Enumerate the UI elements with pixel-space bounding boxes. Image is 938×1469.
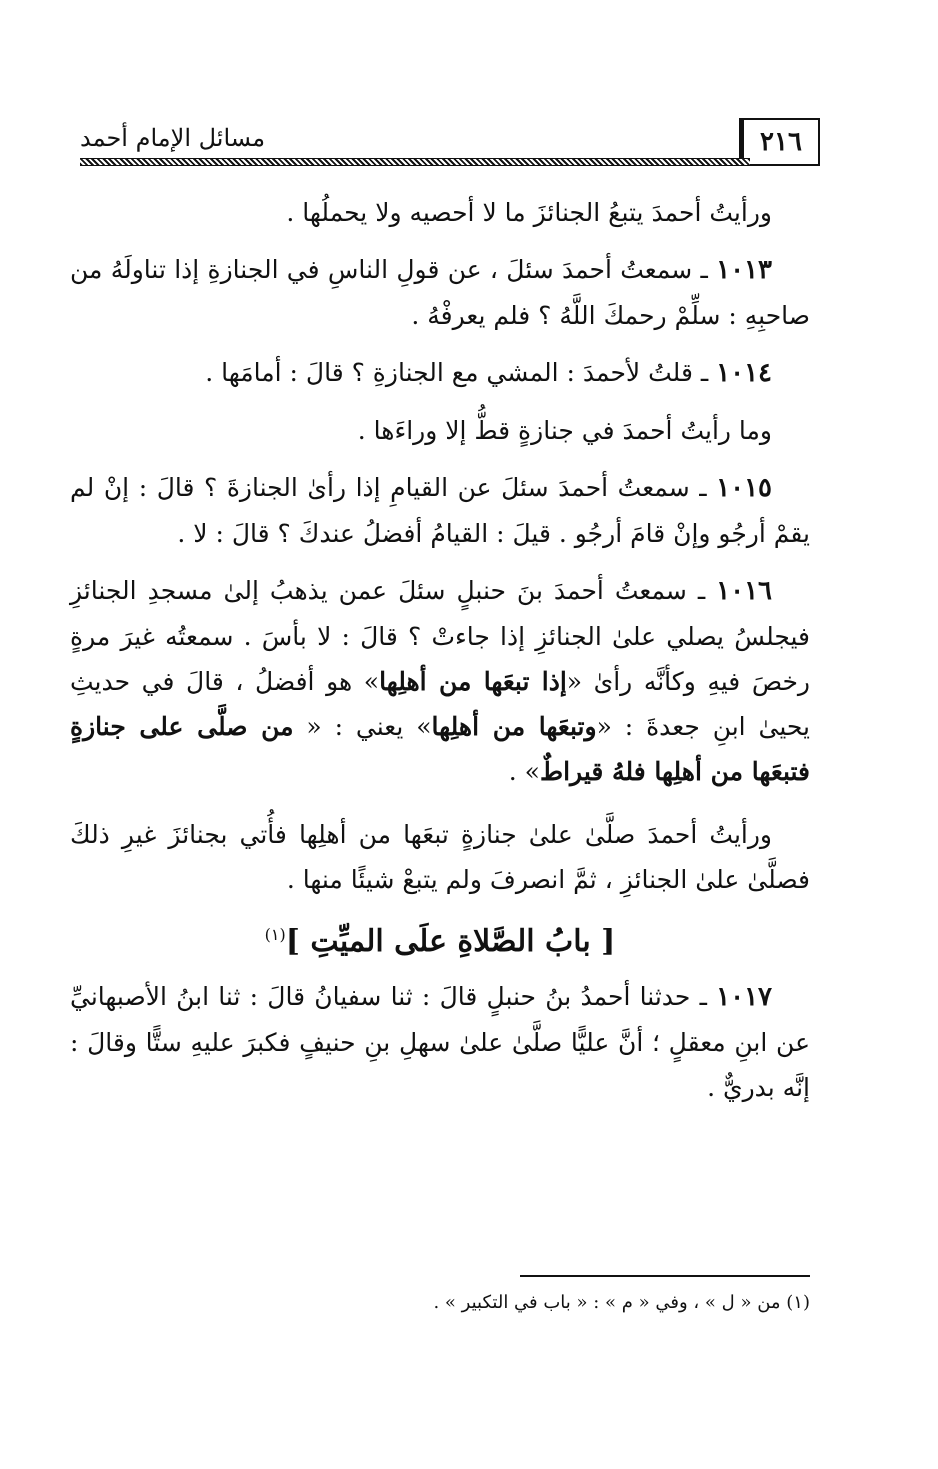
issue-text: ـ سمعتُ أحمدَ سئلَ عن القيامِ إذا رأىٰ الجنازةَ ؟ قالَ : إنْ لم يقمْ أرجُو وإنْ قامَ أرجُو . قيلَ : القيامُ أفضلُ عندكَ ؟ قالَ : لا . xyxy=(70,473,810,548)
header-rule xyxy=(80,158,750,166)
paragraph-1013 xyxy=(70,247,810,338)
issue-text: ـ قلتُ لأحمدَ : المشي مع الجنازةِ ؟ قالَ : أمامَها . xyxy=(205,358,709,387)
issue-text: ـ سمعتُ أحمدَ بنَ حنبلٍ سئلَ عمن يذهبُ إلىٰ مسجدِ الجنائزِ فيجلسُ يصلي علىٰ الجنائزِ إذا جاءتْ ؟ قالَ : لا بأسَ . سمعتُه غيرَ مرةٍ رخصَ فيهِ وكأنَّه رأىٰ « xyxy=(70,576,810,696)
paragraph: ورأيتُ أحمدَ يتبعُ الجنائزَ ما لا أحصيه ولا يحملُها . xyxy=(286,198,772,227)
hadith-quote: وتبعَها من أهلِها xyxy=(431,712,597,741)
main-text xyxy=(70,190,810,1110)
issue-text: ـ سمعتُ أحمدَ سئلَ ، عن قولِ الناسِ في الجنازةِ إذا تناولَهُ من صاحبِهِ : سلِّمْ رحمكَ اللَّهُ ؟ فلم يعرفْهُ . xyxy=(70,255,810,330)
issue-number: ١٠١٤ xyxy=(716,358,772,388)
issue-number: ١٠١٣ xyxy=(716,255,772,285)
footnote: (١) من « ل » ، وفي « م » : « باب في التكبير » . xyxy=(433,1292,810,1313)
issue-text: » . xyxy=(508,757,540,786)
chapter-title: [ بابُ الصَّلاةِ علَى الميِّتِ ] xyxy=(285,924,616,959)
issue-text: » هو أفضلُ ، قالَ في حديثِ يحيىٰ ابنِ جعدةَ : « xyxy=(70,667,810,741)
issue-number: ١٠١٧ xyxy=(716,982,772,1012)
paragraph-1016 xyxy=(70,568,810,794)
hadith-quote: من صلَّى على جنازةٍ فتبعَها من أهلِها فلهُ قيراطٌ xyxy=(70,712,810,786)
issue-number: ١٠١٥ xyxy=(716,473,772,503)
footnote-rule xyxy=(520,1275,810,1277)
hadith-quote: إذا تبعَها من أهلِها xyxy=(379,667,567,696)
issue-text: ـ حدثنا أحمدُ بنُ حنبلٍ قالَ : ثنا سفيانُ قالَ : ثنا ابنُ الأصبهانيِّ عن ابنِ معقلٍ ؛ أنَّ عليًّا صلَّىٰ علىٰ سهلِ بنِ حنيفٍ فكبرَ عليهِ ستًّا وقالَ : إنَّه بدريٌّ . xyxy=(70,982,810,1102)
chapter-heading xyxy=(70,912,810,964)
issue-number: ١٠١٦ xyxy=(716,576,772,606)
running-title: مسائل الإمام أحمد xyxy=(80,124,266,152)
paragraph-1014 xyxy=(70,350,810,396)
footnote-marker: (١) xyxy=(264,925,286,944)
paragraph: وما رأيتُ أحمدَ في جنازةٍ قطُّ إلا وراءَها . xyxy=(357,416,772,445)
paragraph: ورأيتُ أحمدَ صلَّىٰ علىٰ جنازةٍ تبعَها من أهلِها فأُتي بجنائزَ غيرِ ذلكَ فصلَّىٰ علىٰ الجنائزِ ، ثمَّ انصرفَ ولم يتبعْ شيئًا منها . xyxy=(70,820,810,894)
paragraph-1017 xyxy=(70,974,810,1110)
page-number: ٢١٦ xyxy=(739,118,820,166)
issue-text: » يعني : « xyxy=(293,712,432,741)
paragraph-1015 xyxy=(70,465,810,556)
